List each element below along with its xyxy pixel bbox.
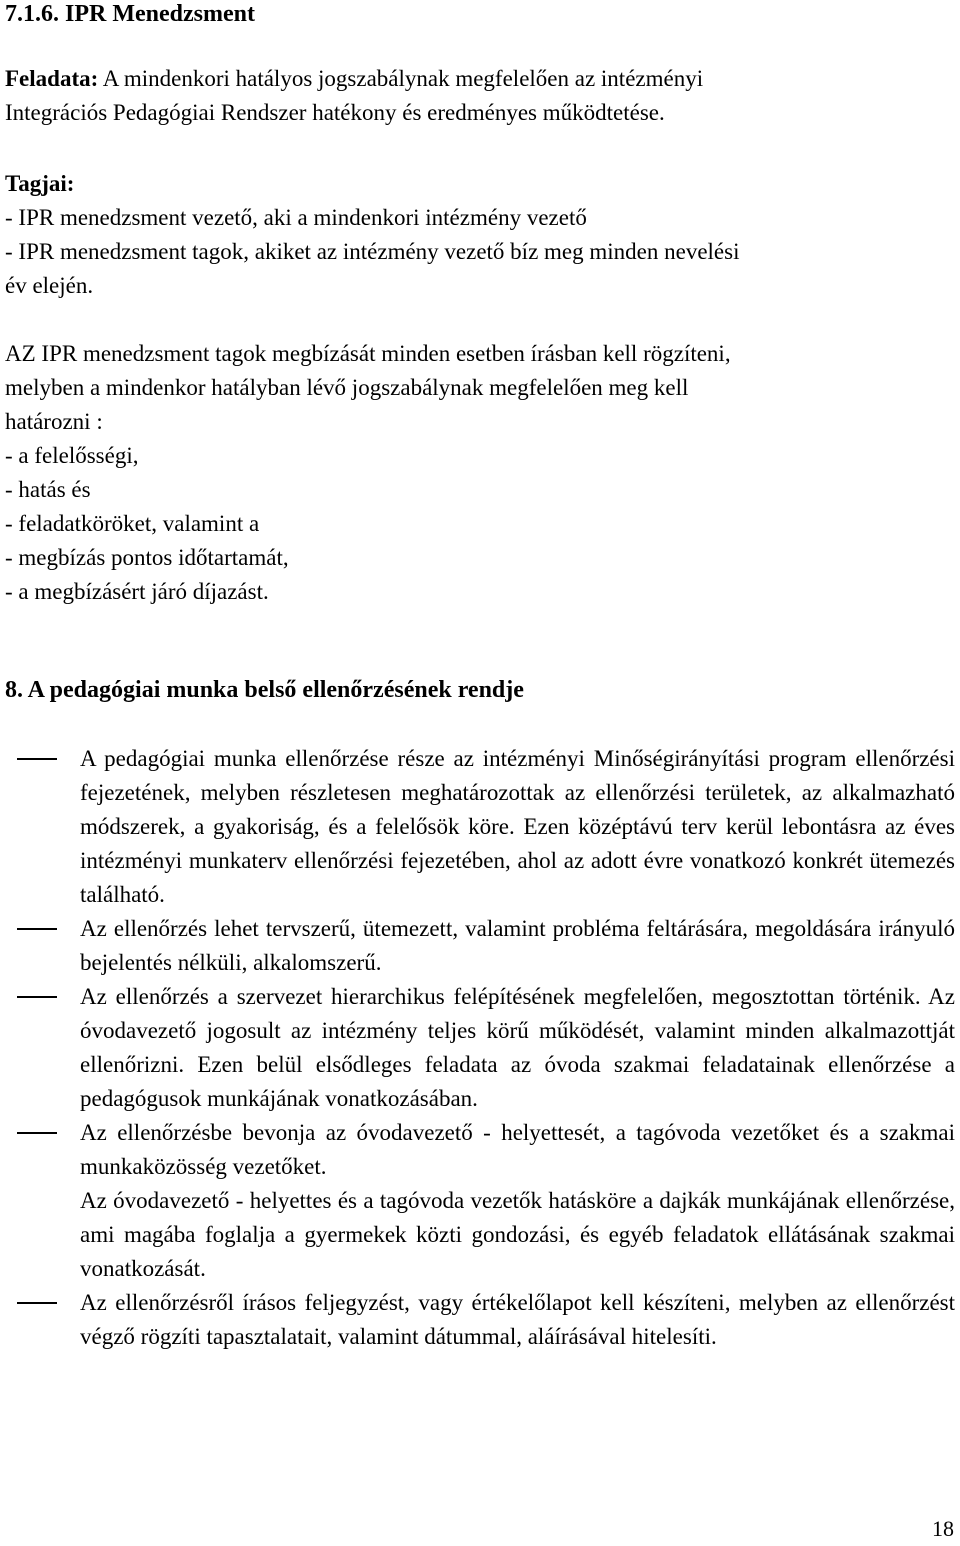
task-text-1: A mindenkori hatályos jogszabálynak megfelelően az intézményi (98, 66, 704, 91)
list-item (5, 742, 955, 912)
list-item-text: Az ellenőrzésről írásos feljegyzést, vagy értékelőlapot kell készíteni, melyben az ellenőrzést végző rögzíti tapasztalatait, valamint dátummal, aláírásával hitelesíti. (80, 1290, 955, 1349)
list-item (5, 1116, 955, 1184)
dash-bullet-icon (17, 928, 57, 930)
list-item (5, 1286, 955, 1354)
dash-bullet-icon (17, 1302, 57, 1304)
members-line-1: - IPR menedzsment vezető, aki a mindenkori intézmény vezető (5, 205, 587, 230)
list-item-text: Az ellenőrzés lehet tervszerű, ütemezett, valamint probléma feltárására, megoldására irányuló bejelentés nélküli, alkalomszerű. (80, 916, 955, 975)
mandate-item: - feladatköröket, valamint a (5, 511, 260, 536)
members-block (5, 167, 955, 303)
page-number: 18 (932, 1516, 954, 1541)
mandate-block (5, 337, 955, 609)
list-item-text: A pedagógiai munka ellenőrzése része az intézményi Minőségirányítási program ellenőrzési fejezetének, melyben részletesen meghatározottak az ellenőrzési területek, az alkalmazható módszerek, a gyakoriság, és a felelősök köre. Ezen középtávú terv kerül lebontásra az éves intézményi munkaterv ellenőrzési fejezetében, ahol az adott évre vonatkozó konkrét ütemezés található. (80, 746, 955, 907)
chapter-heading: 8. A pedagógiai munka belső ellenőrzésének rendje (5, 677, 524, 703)
task-line-2: Integrációs Pedagógiai Rendszer hatékony és eredményes működtetése. (5, 100, 665, 125)
mandate-item: - a felelősségi, (5, 443, 139, 468)
list-item (5, 912, 955, 980)
note-paragraph-text: Az óvodavezető - helyettes és a tagóvoda vezetők hatásköre a dajkák munkájának ellenőrzése, ami magába foglalja a gyermekek közti gondozási, és egyéb feladatok ellátásának szakmai vonatkozását. (80, 1188, 955, 1281)
dash-bullet-icon (17, 1132, 57, 1134)
mandate-line-1: AZ IPR menedzsment tagok megbízását minden esetben írásban kell rögzíteni, (5, 341, 731, 366)
list-item (5, 980, 955, 1116)
task-block (5, 62, 955, 130)
mandate-item: - hatás és (5, 477, 91, 502)
members-line-3: év elején. (5, 273, 94, 298)
list-item-text: Az ellenőrzés a szervezet hierarchikus felépítésének megfelelően, megosztottan történik. Az óvodavezető jogosult az intézmény teljes körű működését, valamint minden alkalmazottját ellenőrizni. Ezen belül elsődleges feladata az óvoda szakmai feladatainak ellenőrzése a pedagógusok munkájának vonatkozásában. (80, 984, 955, 1111)
members-label: Tagjai: (5, 171, 75, 196)
control-list (5, 742, 955, 1354)
mandate-line-2: melyben a mindenkor hatályban lévő jogszabálynak megfelelően meg kell (5, 375, 689, 400)
mandate-item: - a megbízásért járó díjazást. (5, 579, 269, 604)
note-paragraph (5, 1184, 955, 1286)
section-heading: 7.1.6. IPR Menedzsment (5, 1, 255, 27)
task-label: Feladata: (5, 66, 99, 91)
dash-bullet-icon (17, 996, 57, 998)
task-line-1 (5, 62, 955, 96)
mandate-item: - megbízás pontos időtartamát, (5, 545, 289, 570)
list-item-text: Az ellenőrzésbe bevonja az óvodavezető - helyettesét, a tagóvoda vezetőket és a szakmai munkaközösség vezetőket. (80, 1120, 955, 1179)
members-line-2: - IPR menedzsment tagok, akiket az intézmény vezető bíz meg minden nevelési (5, 239, 740, 264)
mandate-line-3: határozni : (5, 409, 103, 434)
dash-bullet-icon (17, 758, 57, 760)
